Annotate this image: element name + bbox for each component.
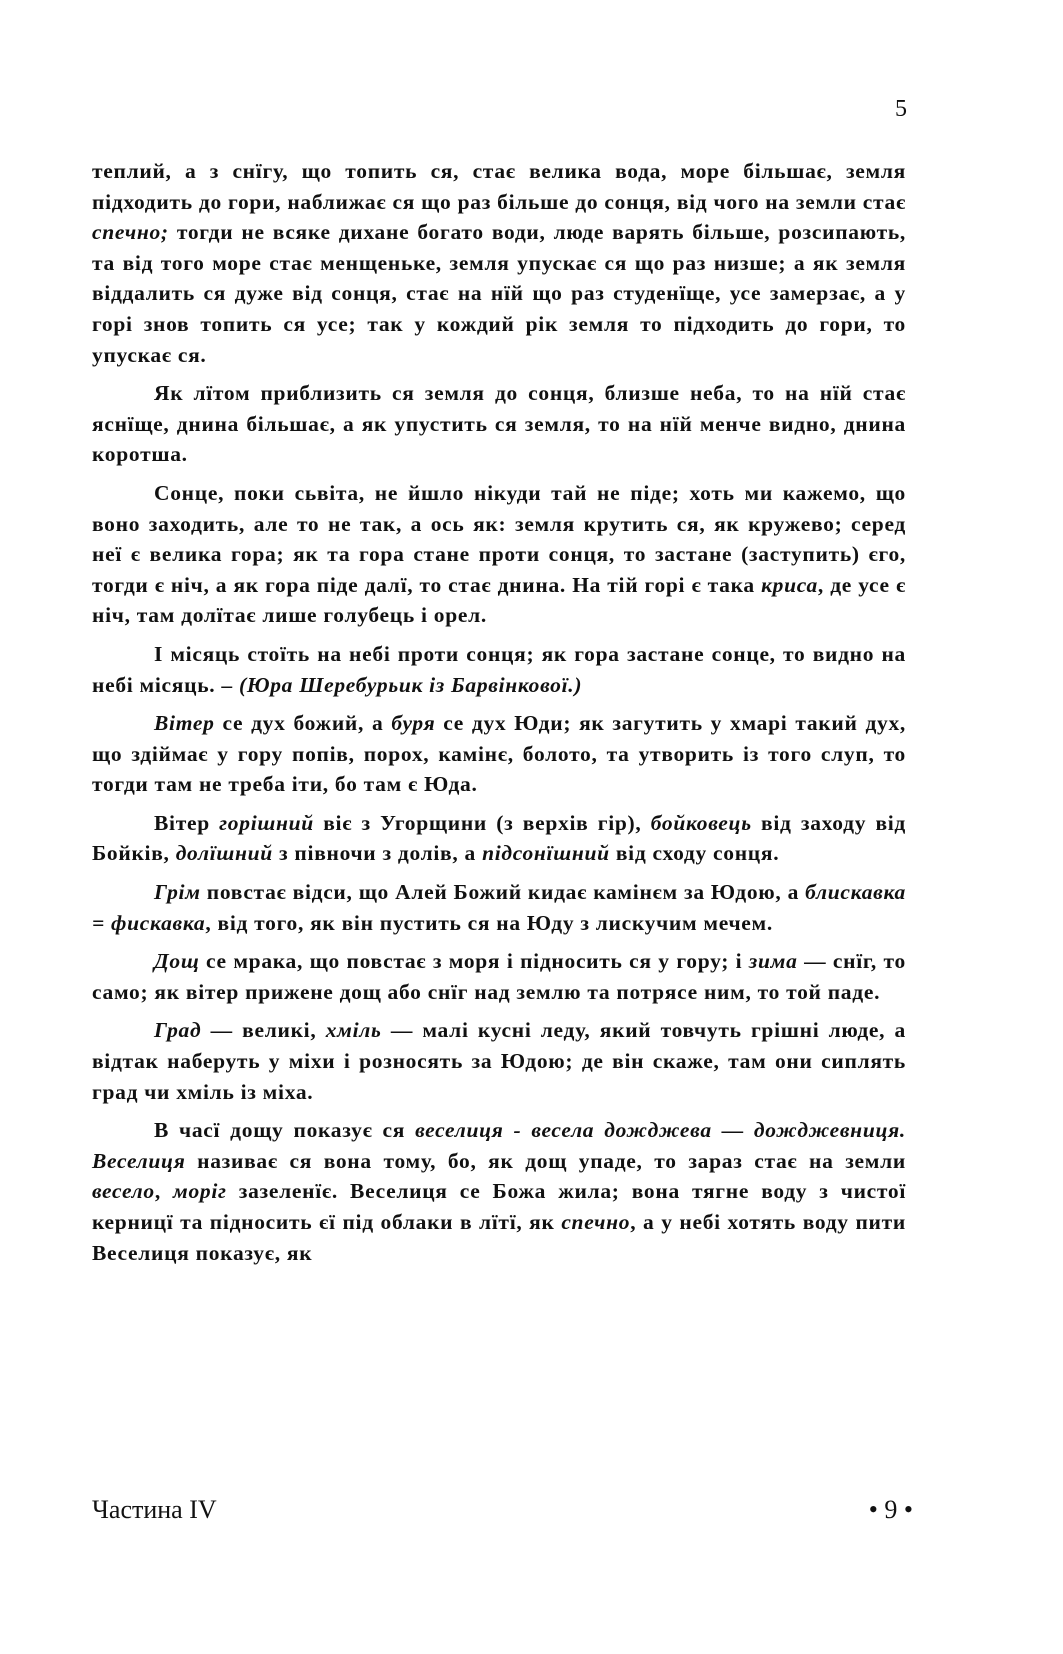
- text-run: Як лїтом приблизить ся земля до сонця, близше неба, то на нїй стає яснїще, днина більшає, а як упустить ся земля, то на нїй менче видно, днина коротша.: [92, 381, 906, 467]
- italic-term: долїшний: [175, 841, 273, 866]
- text-run: Вітер: [154, 810, 220, 835]
- paragraph: [92, 946, 906, 1007]
- text-run: від заходу від Бойків,: [92, 810, 906, 866]
- italic-term: спечно;: [92, 220, 169, 245]
- text-run: , де усе є ніч, там долїтає лише голубець і орел.: [92, 572, 906, 628]
- text-run: — великі,: [201, 1018, 326, 1043]
- paragraph: [92, 708, 906, 800]
- text-run: повстає відси, що Алей Божий кидає камінєм за Юдою, а: [200, 880, 806, 905]
- text-run: називає ся вона тому, бо, як дощ упаде, то зараз стає на земли: [185, 1148, 906, 1173]
- paragraph: [92, 808, 906, 869]
- italic-term: веселиця - весела дожджева — дожджевниця. Веселиця: [92, 1118, 906, 1173]
- italic-term: Дощ: [154, 949, 200, 974]
- paragraph: [92, 156, 906, 370]
- text-run: ,: [154, 1179, 174, 1204]
- italic-term: Град: [154, 1018, 202, 1043]
- text-run: се дух божий, а: [214, 711, 392, 736]
- italic-term: спечно: [561, 1210, 631, 1234]
- body-text: [92, 156, 906, 1276]
- text-run: віє з Угорщини (з верхів гір),: [313, 810, 651, 835]
- paragraph: [92, 1015, 906, 1107]
- text-run: — снїг, то само; як вітер приженe дощ або снїг над землю та потрясе ним, то той паде.: [92, 949, 906, 1004]
- text-run: се мрака, що повстає з моря і підносить ся у гору; і: [199, 949, 749, 974]
- text-run: , від того, як він пустить ся на Юду з лискучим мечем.: [205, 910, 773, 935]
- italic-term: Вітер: [154, 711, 215, 736]
- text-run: тогди не всяке дихане богато води, люде варять більше, розсипають, та від того море стає менщеньке, земля упускає ся що раз низше; а як земля віддалить ся дуже від сонця, стає на нїй що раз студенїще, усе замерзає, а у горі знов топить ся усе; так у кождий рік земля то підходить до гори, то упускає ся.: [92, 220, 906, 367]
- italic-term: (Юра Шеребурьик із Барвінкової.): [238, 672, 583, 697]
- italic-term: моріг: [173, 1179, 227, 1204]
- text-run: І місяць стоїть на небі проти сонця; як гора застане сонце, то видно на небі місяць. –: [92, 641, 906, 697]
- paragraph: [92, 378, 906, 470]
- paragraph: [92, 639, 906, 700]
- text-run: , а у небі хотять воду пити Веселиця показує, як: [92, 1210, 906, 1265]
- text-run: теплий, а з снїгу, що топить ся, стає велика вода, море більшає, земля підходить до гори, наближає ся що раз більше до сонця, від чого на земли стає: [92, 159, 906, 214]
- text-run: зазеленїє. Веселиця се Божа жила; вона тягне воду з чистої керницї та підносить єї під облаки в лїтї, як: [92, 1179, 906, 1234]
- paragraph: [92, 478, 906, 631]
- text-run: від сходу сонця.: [609, 841, 780, 866]
- italic-term: горішний: [219, 810, 314, 835]
- paragraph: [92, 1115, 906, 1268]
- page-number: 5: [895, 96, 907, 122]
- footer-page-number: • 9 •: [868, 1495, 913, 1524]
- italic-term: блискавка = фискавка: [92, 880, 906, 935]
- italic-term: зима: [748, 949, 798, 974]
- text-run: з півночи з долів, а: [272, 841, 483, 866]
- italic-term: весело: [92, 1179, 155, 1204]
- text-run: Сонце, поки сьвіта, не йшло нікуди тай не піде; хоть ми кажемо, що воно заходить, але то не так, а ось як: земля крутить ся, як кружево; серед неї є велика гора; як та гора стане проти сонця, то застане (заступить) єго, тогди є ніч, а як гора піде далї, то стає днина. На тій горі є така: [92, 480, 906, 597]
- italic-term: підсонїшний: [482, 841, 610, 866]
- text-run: се дух Юди; як загутить у хмарі такий дух, що здіймає у гору попів, порох, камінє, болото, та утворить із того слуп, то тогди там не треба іти, бо там є Юда.: [92, 711, 907, 797]
- italic-term: буря: [391, 711, 436, 736]
- italic-term: криса: [761, 572, 818, 597]
- italic-term: хміль: [325, 1018, 382, 1043]
- paragraph: [92, 877, 906, 938]
- footer-part-label: Частина IV: [92, 1495, 217, 1524]
- text-run: В часї дощу показує ся: [154, 1118, 416, 1143]
- italic-term: бойковець: [650, 810, 752, 835]
- italic-term: Грім: [154, 880, 201, 905]
- text-run: — малі кусні леду, який товчуть грішні люде, а відтак наберуть у міхи і розносять за Юдою; де він скаже, там они сиплять град чи хміль із міха.: [92, 1018, 906, 1104]
